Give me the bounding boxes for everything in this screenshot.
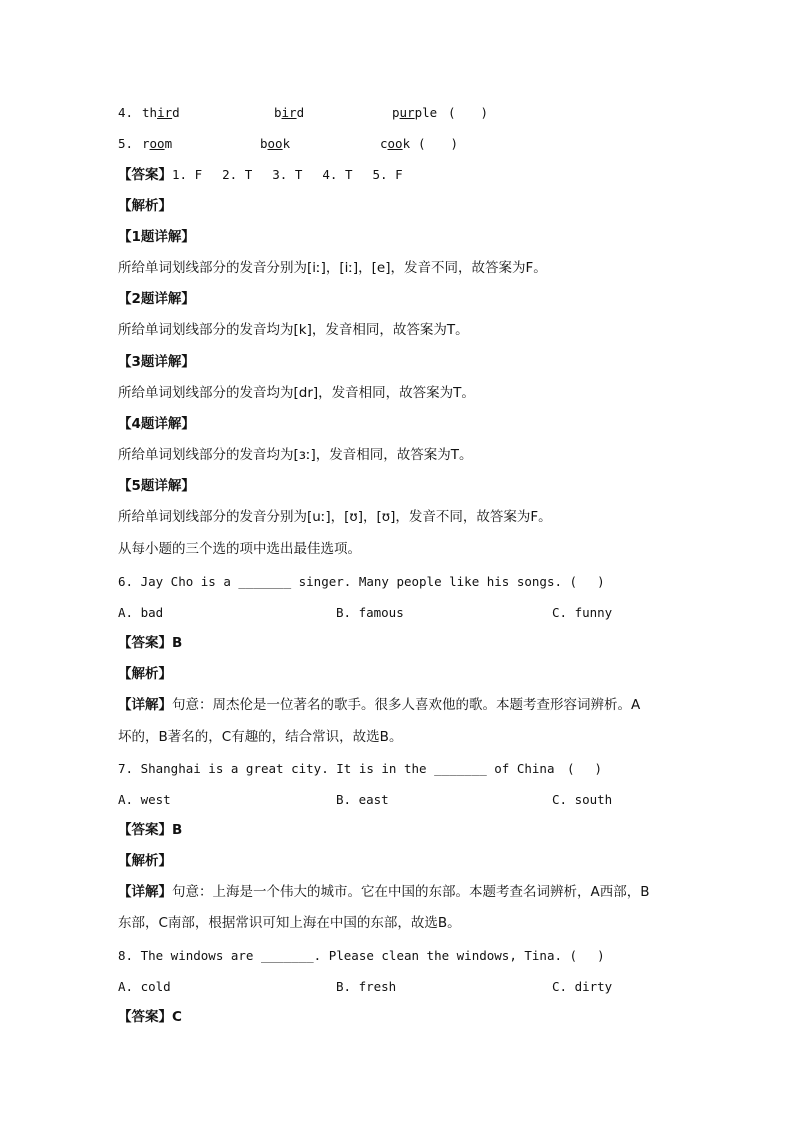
option-c: C. south bbox=[552, 792, 613, 807]
detail-1-title: 【1题详解】 bbox=[118, 229, 195, 245]
question-8-stem: 8. The windows are _______. Please clean the windows, Tina. ( ) bbox=[118, 948, 605, 963]
question-6-answer: 【答案】B bbox=[118, 635, 183, 651]
option-c: C. dirty bbox=[552, 979, 613, 994]
question-7-stem: 7. Shanghai is a great city. It is in the _______ of China ( ) bbox=[118, 761, 603, 776]
detail-4-text: 所给单词划线部分的发音均为[ɜː]，发音相同，故答案为T。 bbox=[118, 447, 473, 463]
option-b: B. fresh bbox=[336, 979, 397, 994]
word-book: book bbox=[260, 136, 291, 151]
question-6-options bbox=[118, 604, 613, 622]
question-7-analysis: 【解析】 bbox=[118, 853, 172, 869]
detail-5-text: 所给单词划线部分的发音分别为[uː]，[ʊ]，[ʊ]，发音不同，故答案为F。 bbox=[118, 509, 552, 525]
question-8-options bbox=[118, 978, 613, 996]
detail-5-title: 【5题详解】 bbox=[118, 478, 195, 494]
detail-2-title: 【2题详解】 bbox=[118, 291, 195, 307]
option-a: A. bad bbox=[118, 605, 164, 620]
detail-4-title: 【4题详解】 bbox=[118, 416, 195, 432]
question-6-detail-1: 【详解】句意：周杰伦是一位著名的歌手。很多人喜欢他的歌。本题考查形容词辨析。A bbox=[118, 697, 641, 713]
question-4 bbox=[118, 104, 489, 122]
word-room: room bbox=[142, 136, 173, 151]
detail-3-title: 【3题详解】 bbox=[118, 354, 195, 370]
question-7-options bbox=[118, 791, 613, 809]
detail-3-text: 所给单词划线部分的发音均为[dr]，发音相同，故答案为T。 bbox=[118, 385, 475, 401]
question-6-detail-2: 坏的，B著名的，C有趣的，结合常识，故选B。 bbox=[118, 729, 403, 745]
word-third: third bbox=[142, 105, 180, 120]
word-purple: purple bbox=[392, 105, 438, 120]
question-7-detail-1: 【详解】句意：上海是一个伟大的城市。它在中国的东部。本题考查名词辨析，A西部，B bbox=[118, 884, 650, 900]
word-cook: cook bbox=[380, 136, 411, 151]
question-number: 5. bbox=[118, 136, 134, 151]
question-number: 4. bbox=[118, 105, 134, 120]
option-c: C. funny bbox=[552, 605, 613, 620]
answer-paren: ( ) bbox=[448, 105, 489, 120]
option-a: A. west bbox=[118, 792, 171, 807]
answer-paren: ( ) bbox=[418, 136, 459, 151]
question-7-detail-2: 东部，C南部，根据常识可知上海在中国的东部，故选B。 bbox=[118, 915, 461, 931]
question-8-answer: 【答案】C bbox=[118, 1009, 182, 1025]
question-7-answer: 【答案】B bbox=[118, 822, 183, 838]
option-b: B. famous bbox=[336, 605, 404, 620]
word-bird: bird bbox=[274, 105, 305, 120]
answer-1-5: 【答案】1. F 2. T 3. T 4. T 5. F bbox=[118, 167, 403, 183]
question-6-stem: 6. Jay Cho is a _______ singer. Many people like his songs. ( ) bbox=[118, 574, 605, 589]
question-5 bbox=[118, 135, 459, 153]
section-instruction: 从每小题的三个选的项中选出最佳选项。 bbox=[118, 541, 361, 557]
option-b: B. east bbox=[336, 792, 389, 807]
detail-2-text: 所给单词划线部分的发音均为[k]，发音相同，故答案为T。 bbox=[118, 322, 469, 338]
analysis-heading: 【解析】 bbox=[118, 198, 172, 214]
detail-1-text: 所给单词划线部分的发音分别为[iː]，[iː]，[e]，发音不同，故答案为F。 bbox=[118, 260, 547, 276]
option-a: A. cold bbox=[118, 979, 171, 994]
question-6-analysis: 【解析】 bbox=[118, 666, 172, 682]
